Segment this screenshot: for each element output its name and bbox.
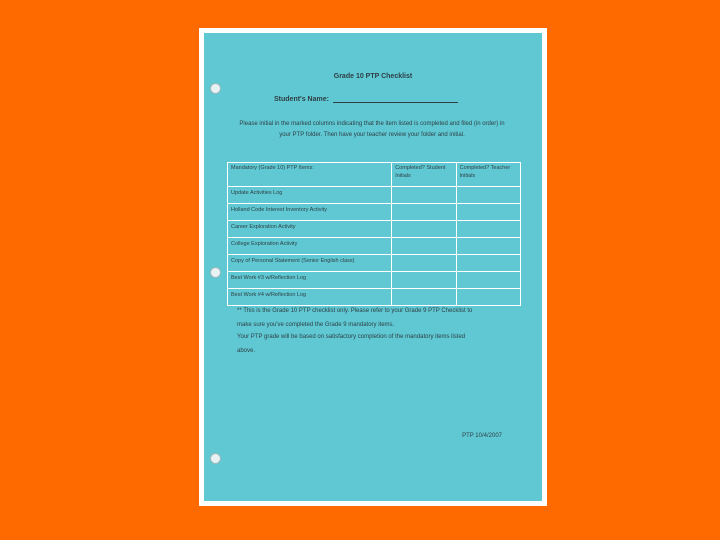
student-initial-cell — [392, 221, 456, 238]
student-initial-cell — [392, 272, 456, 289]
row-item: Holland Code Interest Inventory Activity — [228, 204, 392, 221]
table-row — [228, 289, 521, 306]
note-line: ** This is the Grade 10 PTP checklist only. Please refer to your Grade 9 PTP Checklist to — [237, 308, 473, 314]
table-row — [228, 204, 521, 221]
student-initial-cell — [392, 255, 456, 272]
row-item: Copy of Personal Statement (Senior English class) — [228, 255, 392, 272]
table-row — [228, 238, 521, 255]
student-initial-cell — [392, 238, 456, 255]
table-row — [228, 187, 521, 204]
binder-hole-middle — [210, 267, 221, 278]
teacher-initial-cell — [456, 204, 520, 221]
note-line: Your PTP grade will be based on satisfactory completion of the mandatory items listed — [237, 334, 466, 340]
row-item: Update Activities Log — [228, 187, 392, 204]
note-line: make sure you've completed the Grade 9 mandatory items. — [237, 322, 395, 328]
row-item: College Exploration Activity — [228, 238, 392, 255]
teacher-initial-cell — [456, 238, 520, 255]
teacher-initial-cell — [456, 187, 520, 204]
row-item: Best Work #4 w/Reflection Log — [228, 289, 392, 306]
checklist-sheet — [204, 33, 542, 501]
column-header-items: Mandatory (Grade 10) PTP Items: — [228, 163, 392, 187]
table-row — [228, 272, 521, 289]
table-header-row — [228, 163, 521, 187]
teacher-initial-cell — [456, 255, 520, 272]
student-name-label: Student's Name: — [274, 96, 329, 103]
checklist-table — [227, 162, 521, 306]
teacher-initial-cell — [456, 272, 520, 289]
note-line: above. — [237, 348, 256, 354]
teacher-initial-cell — [456, 289, 520, 306]
instructions: Please initial in the marked columns indicating that the item listed is completed and filed (in order) in your PTP folder. Then have your teacher review your folder and initial. — [239, 121, 505, 138]
table-row — [228, 221, 521, 238]
column-header-student: Completed? Student Initials — [392, 163, 456, 187]
student-name-field — [274, 96, 458, 103]
teacher-initial-cell — [456, 221, 520, 238]
binder-hole-bottom — [210, 453, 221, 464]
student-initial-cell — [392, 289, 456, 306]
student-name-line — [333, 102, 458, 103]
table-row — [228, 255, 521, 272]
row-item: Career Exploration Activity — [228, 221, 392, 238]
column-header-teacher: Completed? Teacher Initials — [456, 163, 520, 187]
footer-code: PTP 10/4/2007 — [462, 433, 502, 439]
page-title: Grade 10 PTP Checklist — [333, 73, 413, 80]
binder-hole-top — [210, 83, 221, 94]
row-item: Best Work #3 w/Reflection Log — [228, 272, 392, 289]
student-initial-cell — [392, 187, 456, 204]
student-initial-cell — [392, 204, 456, 221]
